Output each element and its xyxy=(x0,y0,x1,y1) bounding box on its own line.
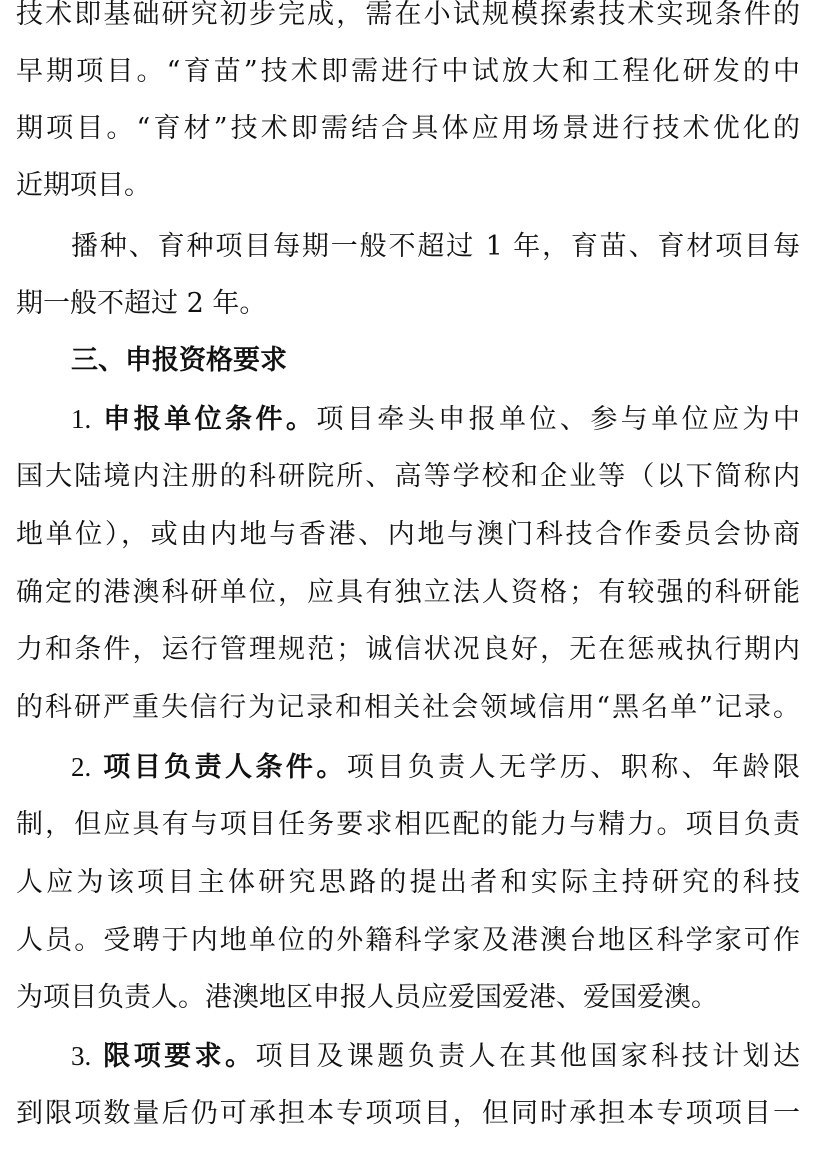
paragraph-first-line: 播种、育种项目每期一般不超过 1 年，育苗、育材项目每 xyxy=(71,231,800,262)
body-line: 的科研严重失信行为记录和相关社会领域信用“黑名单”记录。 xyxy=(16,692,800,723)
body-line: 人应为该项目主体研究思路的提出者和实际主持研究的科技 xyxy=(16,867,800,898)
item-title: 申报单位条件。 xyxy=(103,404,317,435)
item-1-first-line xyxy=(71,390,800,448)
body-line: 期一般不超过 2 年。 xyxy=(16,288,267,319)
body-line: 国大陆境内注册的科研院所、高等学校和企业等（以下简称内 xyxy=(16,461,800,492)
item-title: 项目负责人条件。 xyxy=(103,752,347,783)
body-line: 到限项数量后仍可承担本专项项目，但同时承担本专项项目一 xyxy=(16,1098,800,1129)
body-line: 近期项目。 xyxy=(16,170,151,201)
body-line: 确定的港澳科研单位，应具有独立法人资格；有较强的科研能 xyxy=(16,577,800,608)
item-3-first-line xyxy=(71,1027,800,1085)
section-heading: 三、申报资格要求 xyxy=(71,345,287,376)
body-line: 早期项目。“育苗”技术即需进行中试放大和工程化研发的中 xyxy=(16,56,800,87)
body-line: 技术即基础研究初步完成，需在小试规模探索技术实现条件的 xyxy=(16,0,800,30)
body-line: 地单位），或由内地与香港、内地与澳门科技合作委员会协商 xyxy=(16,519,800,550)
item-number: 1. xyxy=(71,404,92,434)
body-line: 力和条件，运行管理规范；诚信状况良好，无在惩戒执行期内 xyxy=(16,634,800,665)
item-2-first-line xyxy=(71,738,800,796)
item-number: 2. xyxy=(71,752,92,782)
item-number: 3. xyxy=(71,1041,92,1071)
body-line: 为项目负责人。港澳地区申报人员应爱国爱港、爱国爱澳。 xyxy=(16,982,718,1013)
item-text: 项目负责人无学历、职称、年龄限 xyxy=(346,752,800,783)
item-text: 项目及课题负责人在其他国家科技计划达 xyxy=(255,1041,800,1072)
item-text: 项目牵头申报单位、参与单位应为中 xyxy=(316,404,800,435)
body-line: 期项目。“育材”技术即需结合具体应用场景进行技术优化的 xyxy=(16,113,800,144)
body-line: 人员。受聘于内地单位的外籍科学家及港澳台地区科学家可作 xyxy=(16,925,800,956)
item-title: 限项要求。 xyxy=(103,1041,256,1072)
body-line: 制，但应具有与项目任务要求相匹配的能力与精力。项目负责 xyxy=(16,809,800,840)
